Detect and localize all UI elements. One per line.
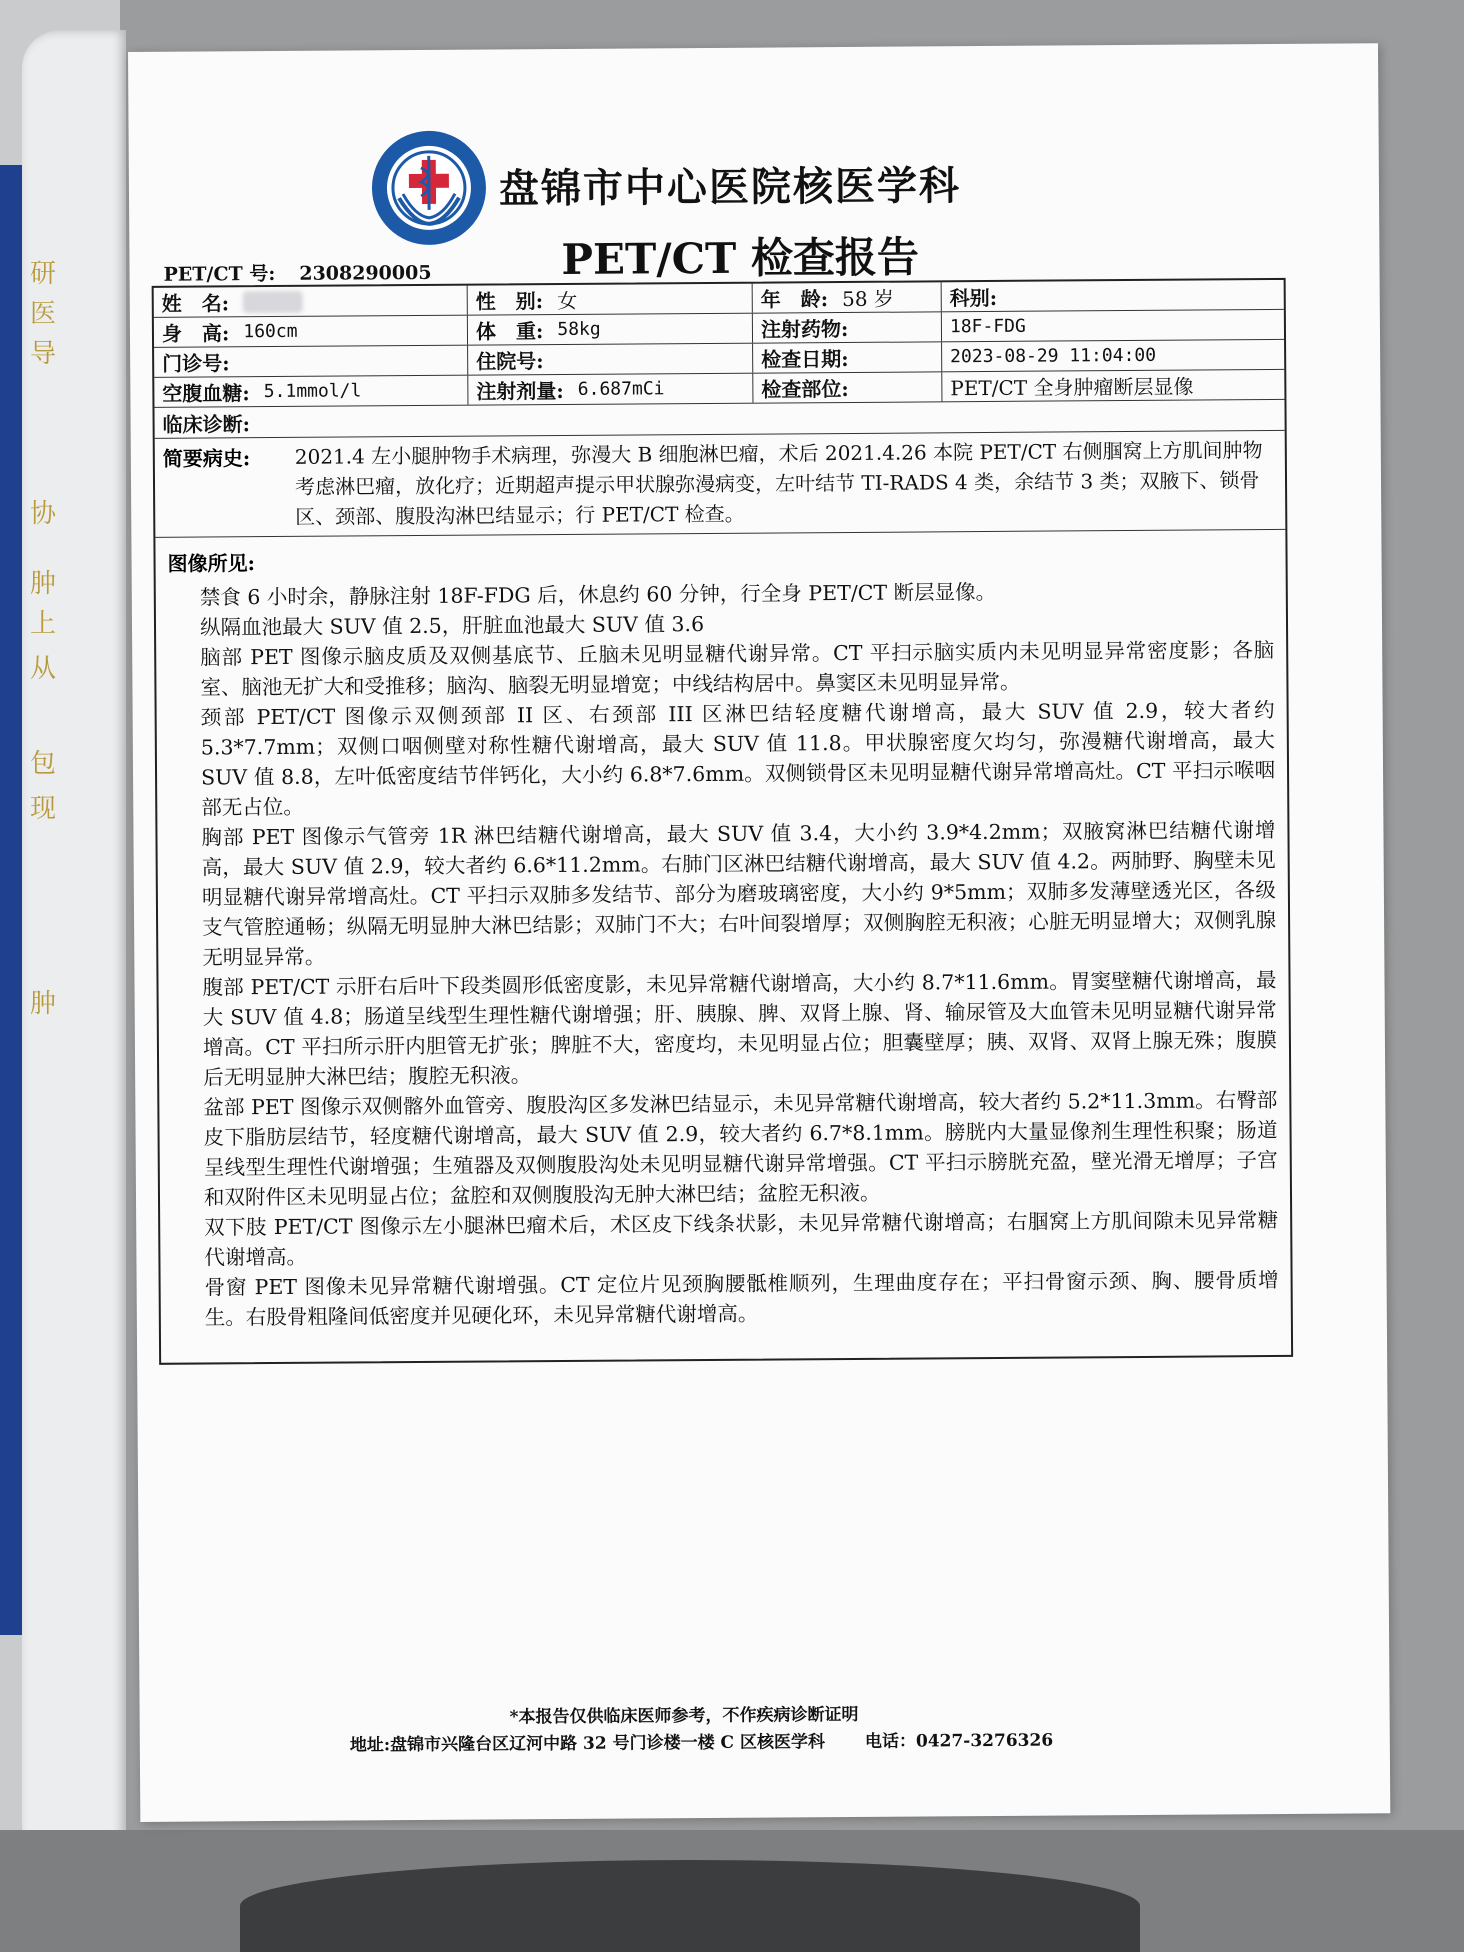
findings-paragraph: 脑部 PET 图像示脑皮质及双侧基底节、丘脑未见明显糖代谢异常。CT 平扫示脑实质内未见明显异常密度影；各脑室、脑池无扩大和受推移；脑沟、脑裂无明显增宽；中线结构居中。鼻窦区未见明显异常。 [200,638,1275,700]
gender-cell: 性 别: 女 [468,284,753,315]
findings-paragraph: 禁食 6 小时余，静脉注射 18F-FDG 后，休息约 60 分钟，行全身 PET/CT 断层显像。 [199,579,997,610]
site-cell: PET/CT 全身肿瘤断层显像 [950,374,1194,401]
name-cell: 姓 名: [154,286,468,317]
back-page-char: 肿 [30,989,57,1019]
hospital-name: 盘锦市中心医院核医学科 [498,162,962,213]
back-page-char: 导 [30,339,57,369]
back-page-char: 从 [30,654,57,684]
date-label-cell: 检查日期: [753,342,942,372]
report-title: PET/CT 检查报告 [561,232,920,284]
findings-paragraph: 腹部 PET/CT 示肝右后叶下段类圆形低密度影，未见异常糖代谢增高，大小约 8.7*11.6mm。胃窦壁糖代谢增高，最大 SUV 值 4.8；肠道呈线型生理性糖代谢增强；肝、胰腺、脾、双肾上腺、肾、输尿管及大血管未见明显糖代谢异常增高。CT 平扫所示肝内胆管无扩张；脾脏不大，密度均，未见明显占位；胆囊壁厚；胰、双肾、双肾上腺无殊；腹膜后无明显肿大淋巴结；腹腔无积液。 [202,968,1278,1090]
report-header [369,123,1190,299]
findings-paragraph: 盆部 PET 图像示双侧髂外血管旁、腹股沟区多发淋巴结显示，未见异常糖代谢增高，较大者约 5.2*11.3mm。右臀部皮下脂肪层结节，轻度糖代谢增高，最大 SUV 值 2.9，较大者约 6.7*8.1mm。膀胱内大量显像剂生理性积聚；肠道呈线型生理性代谢增强；生殖器及双侧腹股沟处未见明显糖代谢异常增强。CT 平扫示膀胱充盈，壁光滑无增厚；子宫和双附件区未见明显占位；盆腔和双侧腹股沟无肿大淋巴结；盆腔无积液。 [203,1088,1278,1210]
findings-paragraph: 颈部 PET/CT 图像示双侧颈部 II 区、右颈部 III 区淋巴结轻度糖代谢增高，最大 SUV 值 2.9，较大者约 5.3*7.7mm；双侧口咽侧壁对称性糖代谢增高，最大 SUV 值 11.8。甲状腺密度欠均匀，弥漫糖代谢增高，最大 SUV 值 8.8，左叶低密度结节伴钙化，大小约 6.8*7.6mm。双侧锁骨区未见明显糖代谢异常增高灶。CT 平扫示喉咽部无占位。 [200,698,1276,820]
history-row [155,431,1286,538]
findings-section [155,530,1291,1363]
report-table [152,278,1294,1365]
back-page-char: 研 [30,259,57,289]
petct-number-label: PET/CT 号: [163,262,276,286]
redacted-name [243,290,303,312]
findings-label: 图像所见: [167,551,256,576]
findings-paragraph: 胸部 PET 图像示气管旁 1R 淋巴结糖代谢增高，最大 SUV 值 3.4，大小约 3.9*4.2mm；双腋窝淋巴结糖代谢增高，最大 SUV 值 2.9，较大者约 6.6*11.2mm。右肺门区淋巴结糖代谢增高，最大 SUV 值 4.2。两肺野、胸壁未见明显糖代谢异常增高灶。CT 平扫示双肺多发结节、部分为磨玻璃密度，大小约 9*5mm；双肺多发薄壁透光区，各级支气管腔通畅；纵隔无明显肿大淋巴结影；双肺门不大；右叶间裂增厚；双侧胸腔无积液；心脏无明显增大；双侧乳腺无明显异常。 [201,818,1277,970]
clinic-no-cell: 门诊号: [154,346,468,377]
age-cell: 年 龄: 58 岁 [753,282,942,312]
petct-number-value: 2308290005 [299,261,432,285]
findings-paragraph: 双下肢 PET/CT 图像示左小腿淋巴瘤术后，术区皮下线条状影，未见异常糖代谢增高；右腘窝上方肌间隙未见异常糖代谢增高。 [204,1207,1279,1270]
petct-number [163,258,431,287]
history-label: 简要病史: [162,446,251,471]
findings-paragraph: 纵隔血池最大 SUV 值 2.5，肝脏血池最大 SUV 值 3.6 [199,611,705,640]
height-cell: 身 高: 160cm [154,316,468,347]
back-page-char: 医 [30,299,57,329]
diagnosis-cell: 临床诊断: [162,411,251,437]
drug-cell: 18F-FDG [949,315,1026,338]
back-page-char: 肿 [30,569,57,599]
glucose-cell: 空腹血糖: 5.1mmol/l [154,376,468,407]
back-page-char: 现 [30,794,57,824]
history-text: 2021.4 左小腿肿物手术病理，弥漫大 B 细胞淋巴瘤，术后 2021.4.26 本院 PET/CT 右侧腘窝上方肌间肿物考虑淋巴瘤，放化疗；近期超声提示甲状腺弥漫病变，左叶结节 TI-RADS 4 类，余结节 3 类；双腋下、锁骨区、颈部、腹股沟淋巴结显示；行 PET/CT 检查。 [294,438,1263,529]
address-text: 地址:盘锦市兴隆台区辽河中路 32 号门诊楼一楼 C 区核医学科 [349,1732,826,1756]
findings-paragraph: 骨窗 PET 图像未见异常糖代谢增强。CT 定位片见颈胸腰骶椎顺列，生理曲度存在；平扫骨窗示颈、胸、腰骨质增生。右股骨粗隆间低密度并见硬化环，未见异常糖代谢增高。 [204,1267,1279,1330]
dose-cell: 注射剂量: 6.687mCi [468,374,753,405]
site-label-cell: 检查部位: [753,372,942,402]
back-page-char: 协 [30,499,57,529]
date-cell: 2023-08-29 11:04:00 [950,344,1157,368]
back-page [22,30,126,1910]
hospital-emblem-icon [369,127,490,248]
footer-disclaimer: *本报告仅供临床医师参考，不作疾病诊断证明 [509,1704,859,1728]
back-page-char: 上 [30,609,57,639]
department-cell: 科别: [949,285,998,311]
shadow [240,1860,1140,1952]
footer-address [350,1726,1053,1756]
back-page-char: 包 [30,749,57,779]
drug-label-cell: 注射药物: [753,312,942,342]
inpatient-no-cell: 住院号: [468,344,753,375]
report-page [128,43,1390,1822]
phone-text: 电话：0427-3276326 [864,1730,1054,1752]
weight-cell: 体 重: 58kg [468,314,753,345]
